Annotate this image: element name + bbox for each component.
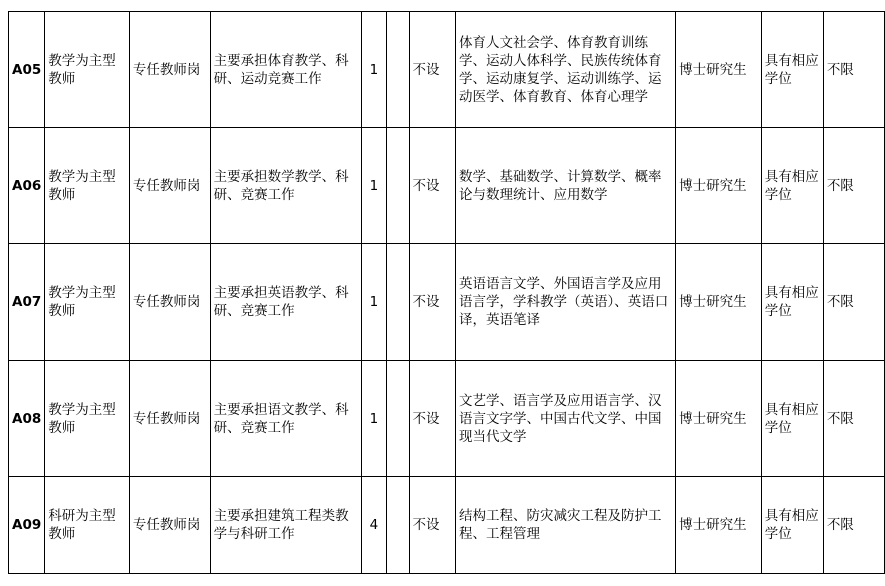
blank-cell	[386, 244, 409, 361]
table-row	[9, 244, 885, 361]
major-requirements: 数学、基础数学、计算数学、概率论与数理统计、应用数学	[455, 128, 675, 244]
position-code: A07	[9, 244, 45, 361]
table-row	[9, 477, 885, 574]
degree-requirement: 具有相应学位	[761, 128, 823, 244]
other-requirement: 不限	[823, 244, 884, 361]
degree-requirement: 具有相应学位	[761, 12, 823, 128]
hiring-count: 4	[362, 477, 387, 574]
ratio-limit: 不设	[409, 361, 455, 477]
position-category: 教学为主型教师	[45, 128, 130, 244]
ratio-limit: 不设	[409, 128, 455, 244]
degree-requirement: 具有相应学位	[761, 361, 823, 477]
position-code: A08	[9, 361, 45, 477]
table-row	[9, 12, 885, 128]
education-requirement: 博士研究生	[676, 361, 762, 477]
education-requirement: 博士研究生	[676, 128, 762, 244]
major-requirements: 体育人文社会学、体育教育训练学、运动人体科学、民族传统体育学、运动康复学、运动训练学、运动医学、体育教育、体育心理学	[455, 12, 675, 128]
position-category: 教学为主型教师	[45, 361, 130, 477]
position-category: 科研为主型教师	[45, 477, 130, 574]
ratio-limit: 不设	[409, 12, 455, 128]
degree-requirement: 具有相应学位	[761, 244, 823, 361]
table-row	[9, 128, 885, 244]
hiring-count: 1	[362, 361, 387, 477]
education-requirement: 博士研究生	[676, 477, 762, 574]
blank-cell	[386, 477, 409, 574]
other-requirement: 不限	[823, 128, 884, 244]
position-category: 教学为主型教师	[45, 244, 130, 361]
hiring-count: 1	[362, 12, 387, 128]
job-duty: 主要承担体育教学、科研、运动竞赛工作	[210, 12, 361, 128]
other-requirement: 不限	[823, 477, 884, 574]
education-requirement: 博士研究生	[676, 244, 762, 361]
post-type: 专任教师岗	[129, 361, 210, 477]
post-type: 专任教师岗	[129, 12, 210, 128]
other-requirement: 不限	[823, 361, 884, 477]
major-requirements: 结构工程、防灾减灾工程及防护工程、工程管理	[455, 477, 675, 574]
degree-requirement: 具有相应学位	[761, 477, 823, 574]
post-type: 专任教师岗	[129, 128, 210, 244]
hiring-count: 1	[362, 244, 387, 361]
post-type: 专任教师岗	[129, 477, 210, 574]
education-requirement: 博士研究生	[676, 12, 762, 128]
post-type: 专任教师岗	[129, 244, 210, 361]
job-duty: 主要承担数学教学、科研、竞赛工作	[210, 128, 361, 244]
job-duty: 主要承担语文教学、科研、竞赛工作	[210, 361, 361, 477]
major-requirements: 英语语言文学、外国语言学及应用语言学，学科教学（英语）、英语口译，英语笔译	[455, 244, 675, 361]
blank-cell	[386, 361, 409, 477]
position-category: 教学为主型教师	[45, 12, 130, 128]
major-requirements: 文艺学、语言学及应用语言学、汉语言文字学、中国古代文学、中国现当代文学	[455, 361, 675, 477]
hiring-count: 1	[362, 128, 387, 244]
blank-cell	[386, 128, 409, 244]
other-requirement: 不限	[823, 12, 884, 128]
recruitment-table	[8, 11, 885, 574]
position-code: A06	[9, 128, 45, 244]
blank-cell	[386, 12, 409, 128]
table-row	[9, 361, 885, 477]
job-duty: 主要承担英语教学、科研、竞赛工作	[210, 244, 361, 361]
ratio-limit: 不设	[409, 477, 455, 574]
position-code: A09	[9, 477, 45, 574]
ratio-limit: 不设	[409, 244, 455, 361]
position-code: A05	[9, 12, 45, 128]
job-duty: 主要承担建筑工程类教学与科研工作	[210, 477, 361, 574]
